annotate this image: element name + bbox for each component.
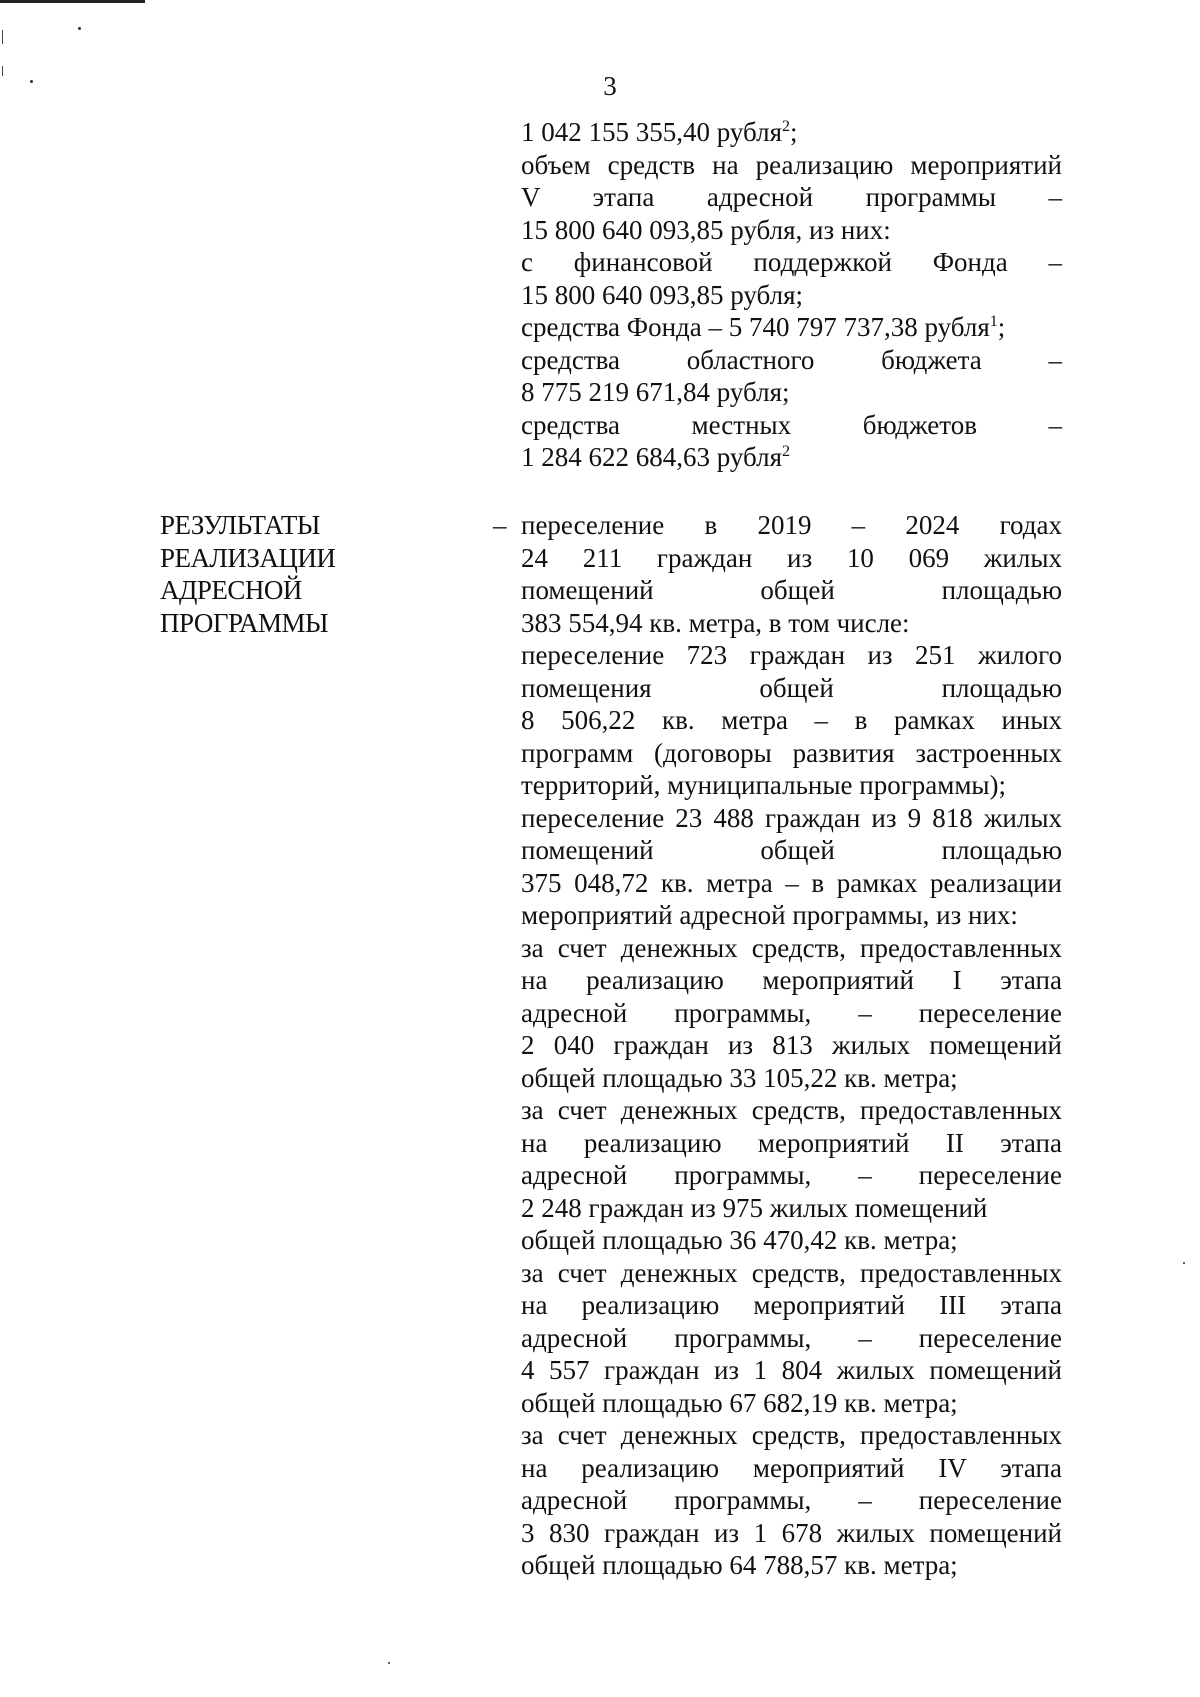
text-line — [521, 116, 1062, 149]
results-text-block — [521, 509, 1062, 1582]
text-line — [521, 1062, 1062, 1095]
text-line — [521, 1517, 1062, 1550]
footnote-marker: 2 — [782, 118, 790, 135]
text-line-content: 375 048,72 кв. метра – в рамках реализации — [521, 867, 1062, 898]
text-line — [521, 932, 1062, 965]
results-label-line: РЕАЛИЗАЦИИ — [160, 542, 336, 573]
text-line — [521, 376, 1062, 409]
text-line-content: 15 800 640 093,85 рубля, из них: — [521, 214, 891, 245]
text-line — [521, 1029, 1062, 1062]
text-line-content: 4 557 граждан из 1 804 жилых помещений — [521, 1355, 1062, 1385]
text-line — [521, 574, 1062, 607]
text-line-content: на реализацию мероприятий III этапа — [521, 1290, 1062, 1320]
text-line — [521, 344, 1062, 377]
text-line — [521, 441, 1062, 474]
text-line — [521, 834, 1062, 867]
text-line — [521, 769, 1062, 802]
text-line-content: программ (договоры развития застроенных — [521, 737, 1062, 768]
text-line-content: на реализацию мероприятий II этапа — [521, 1127, 1062, 1158]
scan-artifact-line — [0, 0, 145, 3]
text-line-content: адресной программы, – переселение — [521, 1485, 1062, 1515]
text-line — [521, 1192, 1062, 1225]
text-line-content: 2 040 граждан из 813 жилых помещений — [521, 1030, 1062, 1060]
text-line — [521, 279, 1062, 312]
text-line-content: 8 506,22 кв. метра – в рамках иных — [521, 705, 1062, 735]
label-dash-separator: – — [493, 510, 507, 540]
scan-artifact-dot — [78, 27, 81, 30]
results-section-label — [160, 509, 335, 639]
text-line-content: средства областного бюджета – — [521, 344, 1062, 375]
text-line-content: переселение в 2019 – 2024 годах — [521, 510, 1062, 540]
text-line — [521, 639, 1062, 672]
text-line — [521, 246, 1062, 279]
text-line-content: адресной программы, – переселение — [521, 997, 1062, 1028]
text-line-content: общей площадью 64 788,57 кв. метра; — [521, 1550, 958, 1580]
text-line-content: за счет денежных средств, предоставленных — [521, 1095, 1062, 1125]
text-line-content: переселение 23 488 граждан из 9 818 жилых — [521, 802, 1062, 833]
scan-artifact-dot — [388, 1662, 390, 1664]
text-line — [521, 1419, 1062, 1452]
text-line — [521, 311, 1062, 344]
results-label-line: АДРЕСНОЙ — [160, 575, 302, 605]
text-line — [521, 1224, 1062, 1257]
text-line — [521, 672, 1062, 705]
text-line — [521, 867, 1062, 900]
text-line — [521, 181, 1062, 214]
text-line-content: 8 775 219 671,84 рубля; — [521, 377, 790, 407]
footnote-marker: 2 — [782, 443, 790, 460]
text-line — [521, 1257, 1062, 1290]
text-line — [521, 149, 1062, 182]
results-label-line: РЕЗУЛЬТАТЫ — [160, 510, 320, 540]
text-line — [521, 1322, 1062, 1355]
text-line — [521, 1387, 1062, 1420]
text-line — [521, 899, 1062, 932]
text-line — [521, 964, 1062, 997]
text-line-content: V этапа адресной программы – — [521, 182, 1062, 212]
text-line-content: с финансовой поддержкой Фонда – — [521, 247, 1062, 277]
text-line-content: объем средств на реализацию мероприятий — [521, 149, 1062, 180]
text-line-content: адресной программы, – переселение — [521, 1160, 1062, 1190]
text-line-content: на реализацию мероприятий IV этапа — [521, 1452, 1062, 1483]
text-line-content: 24 211 граждан из 10 069 жилых — [521, 542, 1062, 573]
text-line-content: средства Фонда – 5 740 797 737,38 рубля — [521, 312, 990, 342]
text-line — [521, 1094, 1062, 1127]
text-line-content: за счет денежных средств, предоставленных — [521, 1257, 1062, 1288]
text-line — [521, 1159, 1062, 1192]
page-number: 3 — [603, 71, 617, 101]
text-line-content: средства местных бюджетов – — [521, 409, 1062, 440]
text-line — [521, 1549, 1062, 1582]
text-line-content: 2 248 граждан из 975 жилых помещений — [521, 1192, 988, 1223]
text-line-content: за счет денежных средств, предоставленных — [521, 932, 1062, 963]
text-line-content: помещений общей площадью — [521, 835, 1062, 865]
text-line-content: 3 830 граждан из 1 678 жилых помещений — [521, 1517, 1062, 1548]
scan-artifact-dot — [30, 80, 33, 83]
text-line — [521, 1127, 1062, 1160]
results-label-line: ПРОГРАММЫ — [160, 607, 329, 638]
text-line — [521, 997, 1062, 1030]
text-line — [521, 1354, 1062, 1387]
text-line-content: общей площадью 67 682,19 кв. метра; — [521, 1387, 958, 1418]
text-line — [521, 542, 1062, 575]
text-line-content: помещений общей площадью — [521, 575, 1062, 605]
text-line — [521, 509, 1062, 542]
text-line-content: помещения общей площадью — [521, 672, 1062, 703]
scan-artifact-tick — [2, 66, 3, 76]
scan-artifact-dot — [1183, 1262, 1185, 1264]
text-line — [521, 802, 1062, 835]
text-line-content: территорий, муниципальные программы); — [521, 770, 1007, 800]
text-line — [521, 737, 1062, 770]
text-line-content: мероприятий адресной программы, из них: — [521, 900, 1018, 930]
text-line — [521, 1289, 1062, 1322]
text-line — [521, 214, 1062, 247]
text-line-content: адресной программы, – переселение — [521, 1322, 1062, 1353]
text-line — [521, 1452, 1062, 1485]
scan-artifact-tick — [2, 30, 3, 44]
text-line-content: 383 554,94 кв. метра, в том числе: — [521, 607, 910, 638]
text-line-content: 1 284 622 684,63 рубля — [521, 442, 782, 472]
text-line-tail: ; — [997, 312, 1006, 342]
text-line-content: 1 042 155 355,40 рубля — [521, 117, 782, 147]
text-line-tail: ; — [790, 117, 798, 147]
text-line-content: за счет денежных средств, предоставленных — [521, 1420, 1062, 1450]
footnote-marker: 1 — [989, 313, 998, 330]
text-line — [521, 409, 1062, 442]
text-line-content: общей площадью 33 105,22 кв. метра; — [521, 1062, 958, 1093]
text-line — [521, 1484, 1062, 1517]
text-line — [521, 607, 1062, 640]
text-line-content: общей площадью 36 470,42 кв. метра; — [521, 1225, 958, 1255]
text-line-content: переселение 723 граждан из 251 жилого — [521, 640, 1062, 670]
funding-text-block — [521, 116, 1062, 474]
text-line — [521, 704, 1062, 737]
text-line-content: 15 800 640 093,85 рубля; — [521, 279, 803, 310]
text-line-content: на реализацию мероприятий I этапа — [521, 965, 1062, 995]
